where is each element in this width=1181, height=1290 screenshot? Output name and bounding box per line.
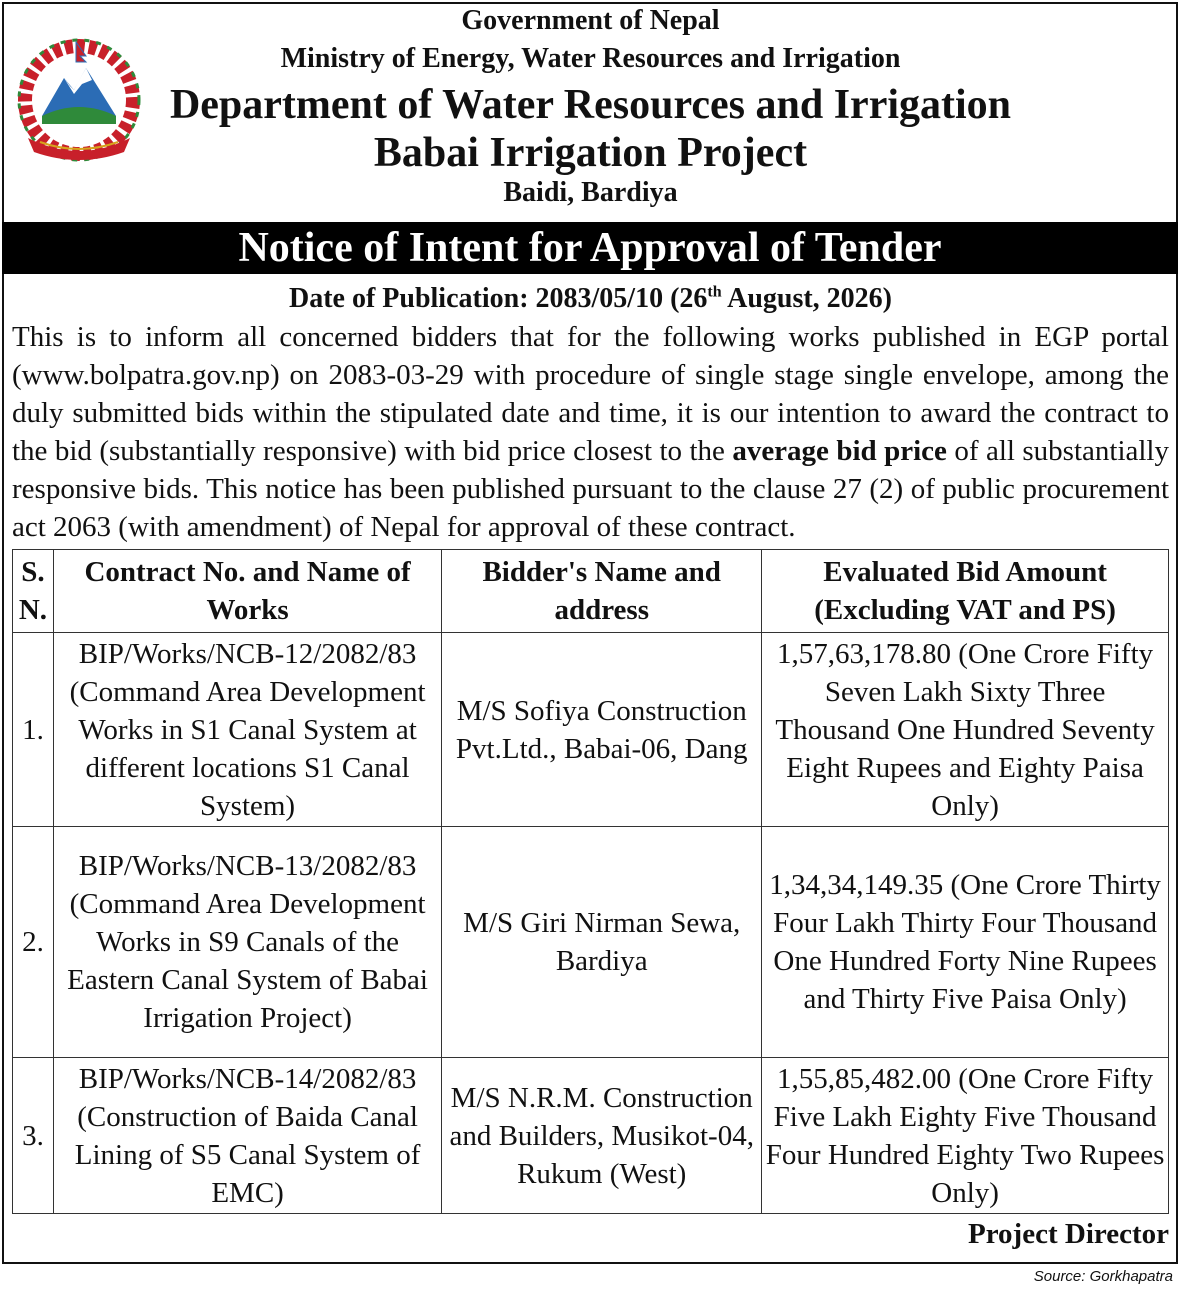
- table-row: [13, 1058, 1169, 1214]
- table-row: [13, 827, 1169, 1058]
- tender-table: [12, 549, 1169, 1214]
- cell-works: BIP/Works/NCB-13/2082/83 (Command Area Development Works in S9 Canals of the Eastern Canal System of Babai Irrigation Project): [53, 827, 441, 1058]
- cell-amount: 1,55,85,482.00 (One Crore Fifty Five Lakh Eighty Five Thousand Four Hundred Eighty Two Rupees Only): [762, 1058, 1169, 1214]
- header-bidder: Bidder's Name and address: [442, 550, 762, 633]
- project-name: Babai Irrigation Project: [373, 130, 808, 176]
- header-amount: Evaluated Bid Amount (Excluding VAT and PS): [762, 550, 1169, 633]
- body-text-before: This is to inform all concerned bidders that for the following works published in EGP portal (www.bolpatra.gov.np) on 2083-03-29 with procedure of single stage single envelope, among the duly submitted bids within the stipulated date and time, it is our intention to award the contract to the bid (substantially responsive) with bid price closest to the: [12, 321, 1169, 467]
- publication-date-prefix: Date of Publication: 2083/05/10 (26: [288, 283, 708, 314]
- government-name: Government of Nepal: [461, 5, 720, 36]
- header-sn: S. N.: [13, 550, 54, 633]
- notice-title: Notice of Intent for Approval of Tender: [2, 222, 1178, 274]
- cell-sn: 1.: [13, 633, 54, 827]
- signature-title: Project Director: [968, 1218, 1169, 1250]
- cell-amount: 1,34,34,149.35 (One Crore Thirty Four Lakh Thirty Four Thousand One Hundred Forty Nine Rupees and Thirty Five Paisa Only): [762, 827, 1169, 1058]
- cell-sn: 2.: [13, 827, 54, 1058]
- cell-bidder: M/S N.R.M. Construction and Builders, Musikot-04, Rukum (West): [442, 1058, 762, 1214]
- project-location: Baidi, Bardiya: [503, 177, 678, 208]
- department-name: Department of Water Resources and Irrigation: [169, 82, 1012, 128]
- cell-sn: 3.: [13, 1058, 54, 1214]
- cell-works: BIP/Works/NCB-14/2082/83 (Construction of Baida Canal Lining of S5 Canal System of EMC): [53, 1058, 441, 1214]
- publication-date: [0, 283, 1181, 315]
- cell-amount: 1,57,63,178.80 (One Crore Fifty Seven Lakh Sixty Three Thousand One Hundred Seventy Eight Rupees and Eighty Paisa Only): [762, 633, 1169, 827]
- cell-works: BIP/Works/NCB-12/2082/83 (Command Area Development Works in S1 Canal System at different locations S1 Canal System): [53, 633, 441, 827]
- source-credit: Source: Gorkhapatra: [1033, 1268, 1173, 1285]
- body-emphasis: average bid price: [732, 435, 947, 467]
- table-header-row: [13, 550, 1169, 633]
- publication-date-ordinal: th: [707, 283, 722, 301]
- notice-body: [12, 318, 1169, 546]
- body-text-after: of all substantially responsive bids. This notice has been published pursuant to the clause 27 (2) of public procurement act 2063 (with amendment) of Nepal for approval of these contract.: [12, 435, 1169, 543]
- publication-date-suffix: August, 2026): [721, 283, 893, 314]
- cell-bidder: M/S Giri Nirman Sewa, Bardiya: [442, 827, 762, 1058]
- ministry-name: Ministry of Energy, Water Resources and Irrigation: [280, 43, 901, 74]
- cell-bidder: M/S Sofiya Construction Pvt.Ltd., Babai-06, Dang: [442, 633, 762, 827]
- header-works: Contract No. and Name of Works: [53, 550, 441, 633]
- table-row: [13, 633, 1169, 827]
